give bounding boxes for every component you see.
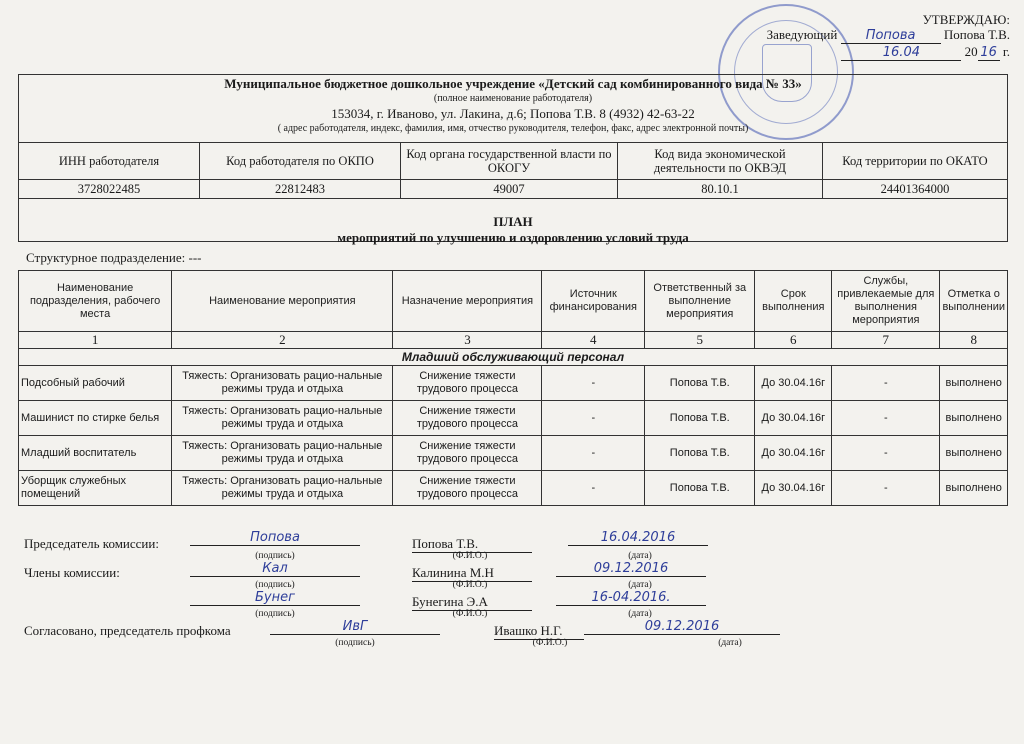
member1-name: Калинина М.Н: [412, 565, 532, 582]
plan-column-header: Наименование мероприятия: [172, 271, 393, 332]
caption-name: (Ф.И.О.): [452, 551, 488, 561]
cell-deadline: До 30.04.16г: [755, 471, 832, 506]
cell-source: -: [542, 471, 645, 506]
plan-header-row: [19, 271, 1008, 332]
cell-status: выполнено: [940, 436, 1008, 471]
union-name: Ивашко Н.Г.: [494, 623, 584, 640]
plan-column-header: Источник финансирования: [542, 271, 645, 332]
codes-header: ИНН работодателя: [19, 143, 200, 180]
cell-purpose: Снижение тяжести трудового процесса: [393, 436, 542, 471]
column-number: 8: [940, 332, 1008, 349]
member2-name: Бунегина Э.А: [412, 594, 532, 611]
cell-action: Тяжесть: Организовать рацио-нальные режимы труда и отдыха: [172, 471, 393, 506]
cell-responsible: Попова Т.В.: [645, 436, 755, 471]
caption-sign: (подпись): [255, 609, 295, 619]
member2-date: 16-04.2016.: [556, 590, 706, 606]
cell-action: Тяжесть: Организовать рацио-нальные режимы труда и отдыха: [172, 401, 393, 436]
caption-date: (дата): [628, 609, 652, 619]
plan-column-header: Отметка о выполнении: [940, 271, 1008, 332]
codes-header: Код органа государственной власти по ОКОГУ: [401, 143, 618, 180]
cell-purpose: Снижение тяжести трудового процесса: [393, 366, 542, 401]
codes-value: 22812483: [200, 180, 401, 199]
cell-services: -: [832, 401, 940, 436]
union-label: Согласовано, председатель профкома: [24, 623, 231, 638]
approve-name: Попова Т.В.: [943, 27, 1010, 42]
codes-table: [18, 142, 1008, 199]
org-address: 153034, г. Иваново, ул. Лакина, д.6; Попова Т.В. 8 (4932) 42-63-22: [331, 106, 695, 121]
caption-sign: (подпись): [255, 580, 295, 590]
caption-date: (дата): [718, 638, 742, 648]
chair-date: 16.04.2016: [568, 530, 708, 546]
org-caption: (полное наименование работодателя): [433, 93, 593, 104]
union-date: 09.12.2016: [584, 619, 780, 635]
plan-column-header: Срок выполнения: [755, 271, 832, 332]
cell-responsible: Попова Т.В.: [645, 471, 755, 506]
cell-responsible: Попова Т.В.: [645, 366, 755, 401]
plan-title: ПЛАН: [493, 214, 533, 229]
codes-header: Код работодателя по ОКПО: [200, 143, 401, 180]
address-caption: ( адрес работодателя, индекс, фамилия, имя, отчество руководителя, телефон, факс, адрес электронной почты): [277, 123, 749, 134]
cell-services: -: [832, 471, 940, 506]
caption-date: (дата): [628, 580, 652, 590]
cell-status: выполнено: [940, 401, 1008, 436]
cell-purpose: Снижение тяжести трудового процесса: [393, 401, 542, 436]
table-row: [19, 471, 1008, 506]
cell-purpose: Снижение тяжести трудового процесса: [393, 471, 542, 506]
cell-place: Уборщик служебных помещений: [19, 471, 172, 506]
codes-value: 3728022485: [19, 180, 200, 199]
column-number: 2: [172, 332, 393, 349]
column-number: 3: [393, 332, 542, 349]
cell-status: выполнено: [940, 471, 1008, 506]
codes-value: 80.10.1: [618, 180, 823, 199]
cell-deadline: До 30.04.16г: [755, 366, 832, 401]
group-title: Младший обслуживающий персонал: [19, 349, 1008, 366]
cell-action: Тяжесть: Организовать рацио-нальные режимы труда и отдыха: [172, 366, 393, 401]
cell-source: -: [542, 401, 645, 436]
plan-number-row: [19, 332, 1008, 349]
codes-value: 49007: [401, 180, 618, 199]
codes-value-row: [19, 180, 1008, 199]
org-name: Муниципальное бюджетное дошкольное учреждение «Детский сад комбинированного вида № 33»: [224, 76, 802, 91]
approve-role: Заведующий: [766, 27, 838, 42]
table-row: [19, 366, 1008, 401]
cell-place: Младший воспитатель: [19, 436, 172, 471]
approve-year-unit: г.: [1002, 44, 1010, 59]
caption-date: (дата): [628, 551, 652, 561]
cell-deadline: До 30.04.16г: [755, 401, 832, 436]
plan-column-header: Службы, привлекаемые для выполнения мероприятия: [832, 271, 940, 332]
members-label: Члены комиссии:: [24, 565, 120, 580]
cell-responsible: Попова Т.В.: [645, 401, 755, 436]
approve-title: УТВЕРЖДАЮ:: [922, 12, 1010, 27]
cell-services: -: [832, 366, 940, 401]
column-number: 5: [645, 332, 755, 349]
caption-name: (Ф.И.О.): [532, 638, 568, 648]
codes-value: 24401364000: [823, 180, 1008, 199]
plan-subtitle: мероприятий по улучшению и оздоровлению условий труда: [337, 230, 689, 245]
approve-year-prefix: 20: [964, 44, 978, 59]
column-number: 6: [755, 332, 832, 349]
column-number: 7: [832, 332, 940, 349]
cell-status: выполнено: [940, 366, 1008, 401]
codes-header-row: [19, 143, 1008, 180]
chair-signature: Попова: [190, 530, 360, 546]
cell-deadline: До 30.04.16г: [755, 436, 832, 471]
chair-label: Председатель комиссии:: [24, 536, 159, 551]
plan-group-row: [19, 349, 1008, 366]
cell-source: -: [542, 366, 645, 401]
table-row: [19, 436, 1008, 471]
table-row: [19, 401, 1008, 436]
caption-name: (Ф.И.О.): [452, 580, 488, 590]
cell-place: Подсобный рабочий: [19, 366, 172, 401]
cell-source: -: [542, 436, 645, 471]
approve-signature: Попова: [841, 28, 941, 44]
plan-column-header: Ответственный за выполнение мероприятия: [645, 271, 755, 332]
cell-action: Тяжесть: Организовать рацио-нальные режимы труда и отдыха: [172, 436, 393, 471]
structure-label: Структурное подразделение: ---: [26, 250, 202, 265]
column-number: 1: [19, 332, 172, 349]
cell-place: Машинист по стирке белья: [19, 401, 172, 436]
approve-year: 16: [978, 45, 1000, 61]
codes-header: Код вида экономической деятельности по ОКВЭД: [618, 143, 823, 180]
cell-services: -: [832, 436, 940, 471]
approval-block: [670, 12, 1010, 61]
plan-column-header: Наименование подразделения, рабочего места: [19, 271, 172, 332]
member1-signature: Кал: [190, 561, 360, 577]
caption-sign: (подпись): [255, 551, 295, 561]
member1-date: 09.12.2016: [556, 561, 706, 577]
member2-signature: Бунег: [190, 590, 360, 606]
column-number: 4: [542, 332, 645, 349]
codes-header: Код территории по ОКАТО: [823, 143, 1008, 180]
chair-name: Попова Т.В.: [412, 536, 532, 553]
union-signature: ИвГ: [270, 619, 440, 635]
caption-name: (Ф.И.О.): [452, 609, 488, 619]
approve-date: 16.04: [841, 45, 961, 61]
plan-table: [18, 270, 1008, 506]
caption-sign: (подпись): [335, 638, 375, 648]
plan-column-header: Назначение мероприятия: [393, 271, 542, 332]
